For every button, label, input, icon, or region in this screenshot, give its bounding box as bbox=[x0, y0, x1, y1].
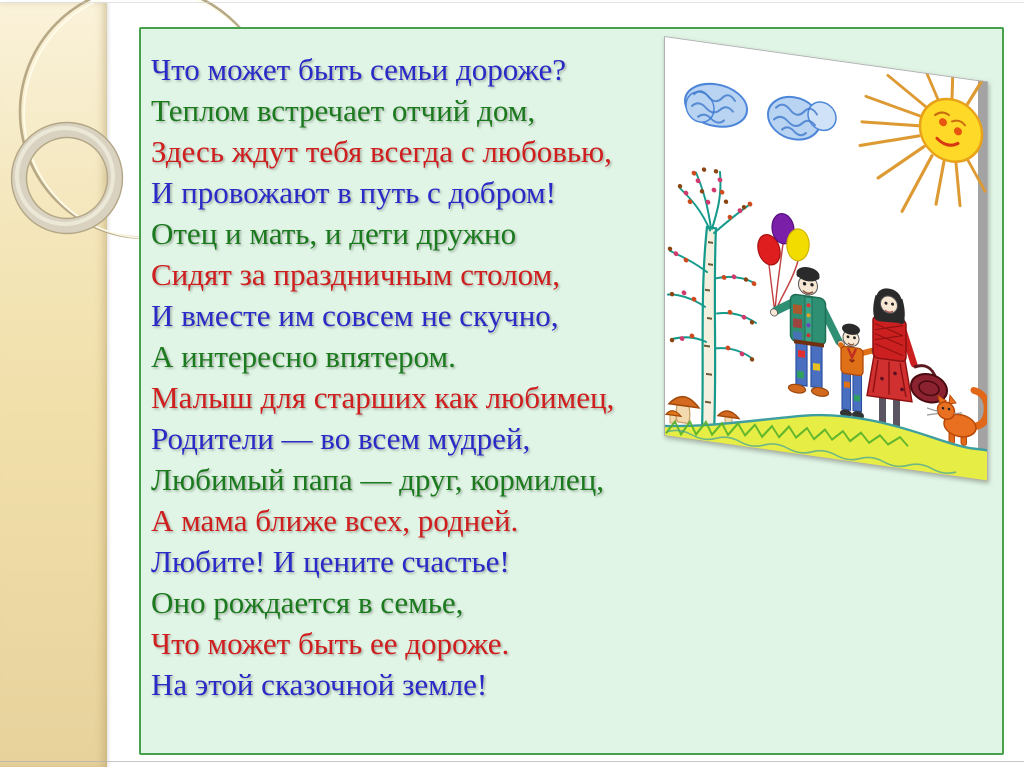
slide-top-edge bbox=[0, 2, 1024, 3]
band-ornaments bbox=[0, 3, 137, 767]
decorative-side-band bbox=[0, 3, 107, 767]
father-figure bbox=[770, 262, 844, 400]
poem-line: И вместе им совсем не скучно, bbox=[151, 298, 559, 333]
poem-line: Любите! И цените счастье! bbox=[151, 544, 510, 579]
poem-line: Малыш для старших как любимец, bbox=[151, 380, 615, 415]
cloud-icon bbox=[685, 80, 747, 131]
poem-line: Оно рождается в семье, bbox=[151, 585, 464, 620]
poem-line: И провожают в путь с добром! bbox=[151, 175, 556, 210]
poem-line: А интересно впятером. bbox=[151, 339, 456, 374]
poem-line: Любимый папа — друг, кормилец, bbox=[151, 462, 604, 497]
family-drawing-canvas bbox=[664, 36, 988, 482]
family-drawing bbox=[664, 36, 988, 482]
slide-bottom-edge bbox=[0, 761, 1024, 762]
poem-line: Здесь ждут тебя всегда с любовью, bbox=[151, 134, 612, 169]
poem-line: Что может быть семьи дороже? bbox=[151, 52, 567, 87]
poem-line: Родители — во всем мудрей, bbox=[151, 421, 531, 456]
mother-figure bbox=[867, 286, 914, 437]
poem-line: Что может быть ее дороже. bbox=[151, 626, 510, 661]
cloud-icon bbox=[768, 94, 836, 146]
ring-ornament bbox=[12, 123, 123, 234]
poem-line: Теплом встречает отчий дом, bbox=[151, 93, 536, 128]
poem-line: А мама ближе всех, родней. bbox=[151, 503, 519, 538]
poem-line: Сидят за праздничным столом, bbox=[151, 257, 560, 292]
poem-line: Отец и мать, и дети дружно bbox=[151, 216, 517, 251]
poem-line: На этой сказочной земле! bbox=[151, 667, 488, 702]
